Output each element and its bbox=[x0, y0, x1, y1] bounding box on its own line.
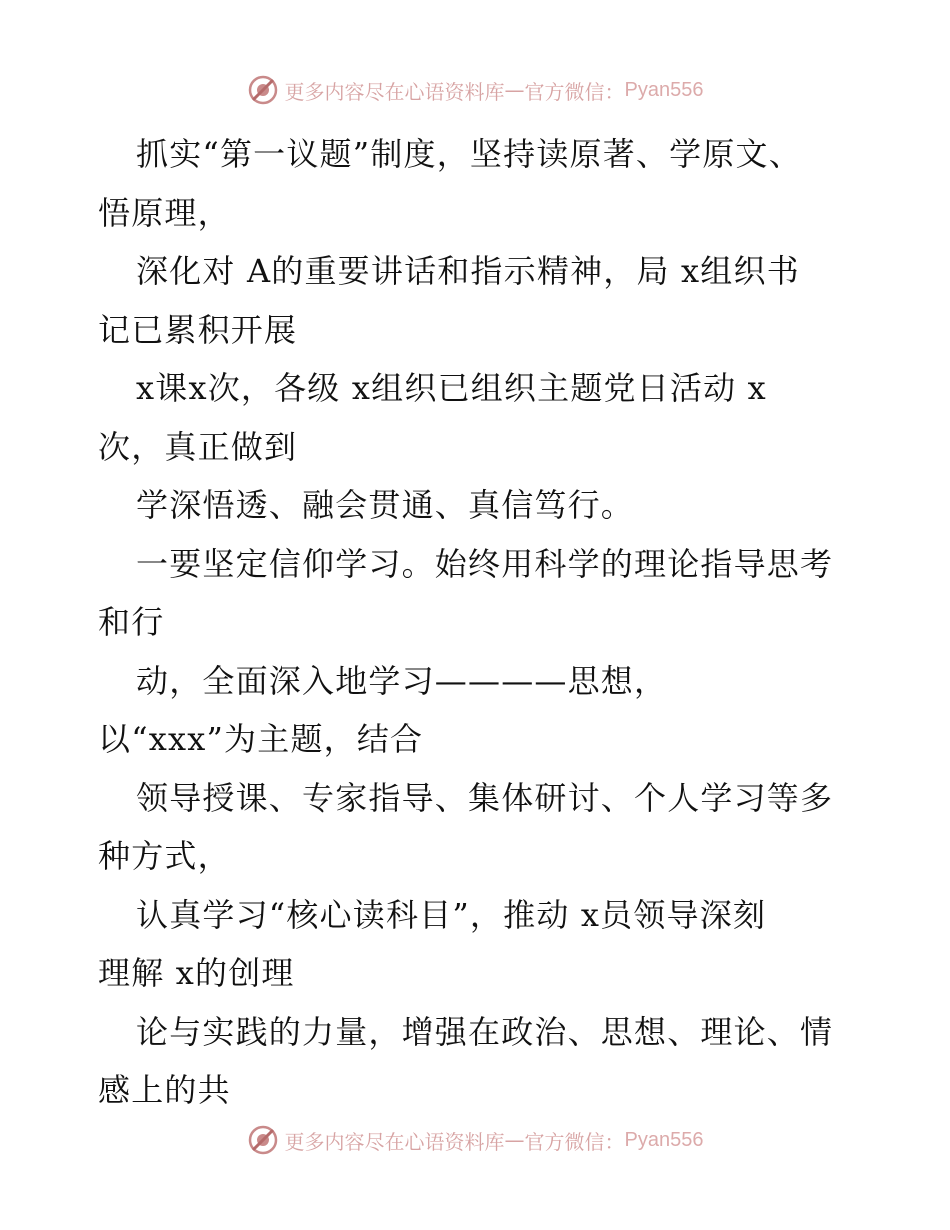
document-body bbox=[98, 125, 898, 1120]
text-line: 深化对 A的重要讲话和指示精神，局 x组织书 bbox=[136, 252, 800, 290]
text-line: 认真学习“核心读科目”，推动 x员领导深刻 bbox=[136, 895, 767, 934]
text-line: 感上的共 bbox=[98, 1071, 231, 1109]
logo-icon bbox=[247, 74, 279, 106]
logo-icon bbox=[247, 1124, 279, 1156]
text-line: 记已累积开展 bbox=[98, 310, 298, 349]
text-line: 和行 bbox=[98, 603, 165, 641]
watermark-id: Pyan556 bbox=[624, 1128, 704, 1151]
watermark-footer bbox=[0, 1120, 950, 1160]
watermark-header bbox=[0, 70, 950, 110]
watermark-suffix: 官方微信： bbox=[524, 79, 625, 104]
text-line: 学深悟透、融会贯通、真信笃行。 bbox=[136, 486, 635, 524]
watermark-id: Pyan556 bbox=[624, 78, 704, 101]
text-line: 悟原理， bbox=[98, 193, 231, 232]
watermark-text: 更多内容尽在心语资料库 bbox=[284, 79, 505, 104]
text-line: 领导授课、专家指导、集体研讨、个人学习等多 bbox=[136, 778, 834, 817]
text-line: 一要坚定信仰学习。始终用科学的理论指导思考 bbox=[136, 544, 834, 583]
watermark-suffix: 官方微信： bbox=[524, 1129, 625, 1154]
text-line: x课x次，各级 x组织已组织主题党日活动 x bbox=[136, 369, 767, 407]
text-line: 种方式， bbox=[98, 837, 231, 875]
text-line: 论与实践的力量，增强在政治、思想、理论、情 bbox=[136, 1012, 834, 1051]
text-line: 抓实“第一议题”制度，坚持读原著、学原文、 bbox=[136, 135, 802, 173]
text-line: 次，真正做到 bbox=[98, 427, 298, 466]
text-line: 理解 x的创理 bbox=[98, 954, 295, 992]
watermark-text: 更多内容尽在心语资料库 bbox=[284, 1129, 505, 1154]
text-line: 动，全面深入地学习————思想， bbox=[136, 661, 668, 700]
watermark-separator: — bbox=[504, 1128, 525, 1152]
text-line: 以“xxx”为主题，结合 bbox=[98, 720, 424, 758]
watermark-separator: — bbox=[504, 78, 525, 102]
